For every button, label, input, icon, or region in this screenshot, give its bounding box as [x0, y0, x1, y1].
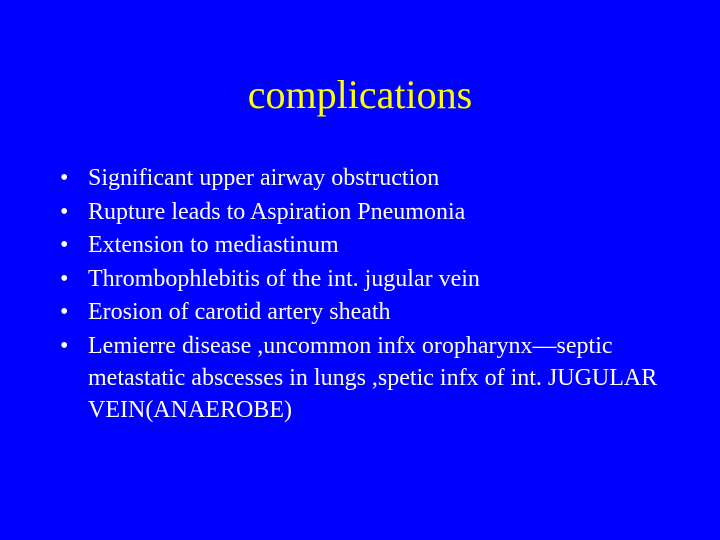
bullet-item-aspiration-pneumonia [60, 196, 680, 228]
bullet-text: Thrombophlebitis of the int. jugular vein [88, 265, 480, 292]
bullet-icon: • [60, 332, 69, 359]
bullet-icon: • [60, 265, 69, 292]
bullet-item-mediastinum [60, 229, 680, 261]
bullet-icon: • [60, 165, 69, 191]
bullet-icon: • [60, 232, 69, 258]
bullet-list [60, 162, 680, 427]
bullet-icon: • [60, 198, 69, 225]
bullet-text: Rupture leads to Aspiration Pneumonia [88, 198, 466, 225]
bullet-text: Erosion of carotid artery sheath [88, 299, 391, 325]
bullet-item-carotid-erosion [60, 296, 680, 328]
bullet-item-thrombophlebitis [60, 263, 680, 295]
bullet-text: Extension to mediastinum [88, 232, 339, 258]
bullet-icon: • [60, 299, 69, 325]
slide-title: complications [247, 72, 473, 117]
bullet-item-airway-obstruction [60, 162, 680, 194]
bullet-text: Lemierre disease ,uncommon infx oropharynx—septic metastatic abscesses in lungs ,spetic infx of int. JUGULAR VEIN(ANAEROBE) [88, 332, 658, 423]
bullet-item-lemierre-disease [60, 330, 680, 426]
bullet-text: Significant upper airway obstruction [88, 165, 440, 191]
